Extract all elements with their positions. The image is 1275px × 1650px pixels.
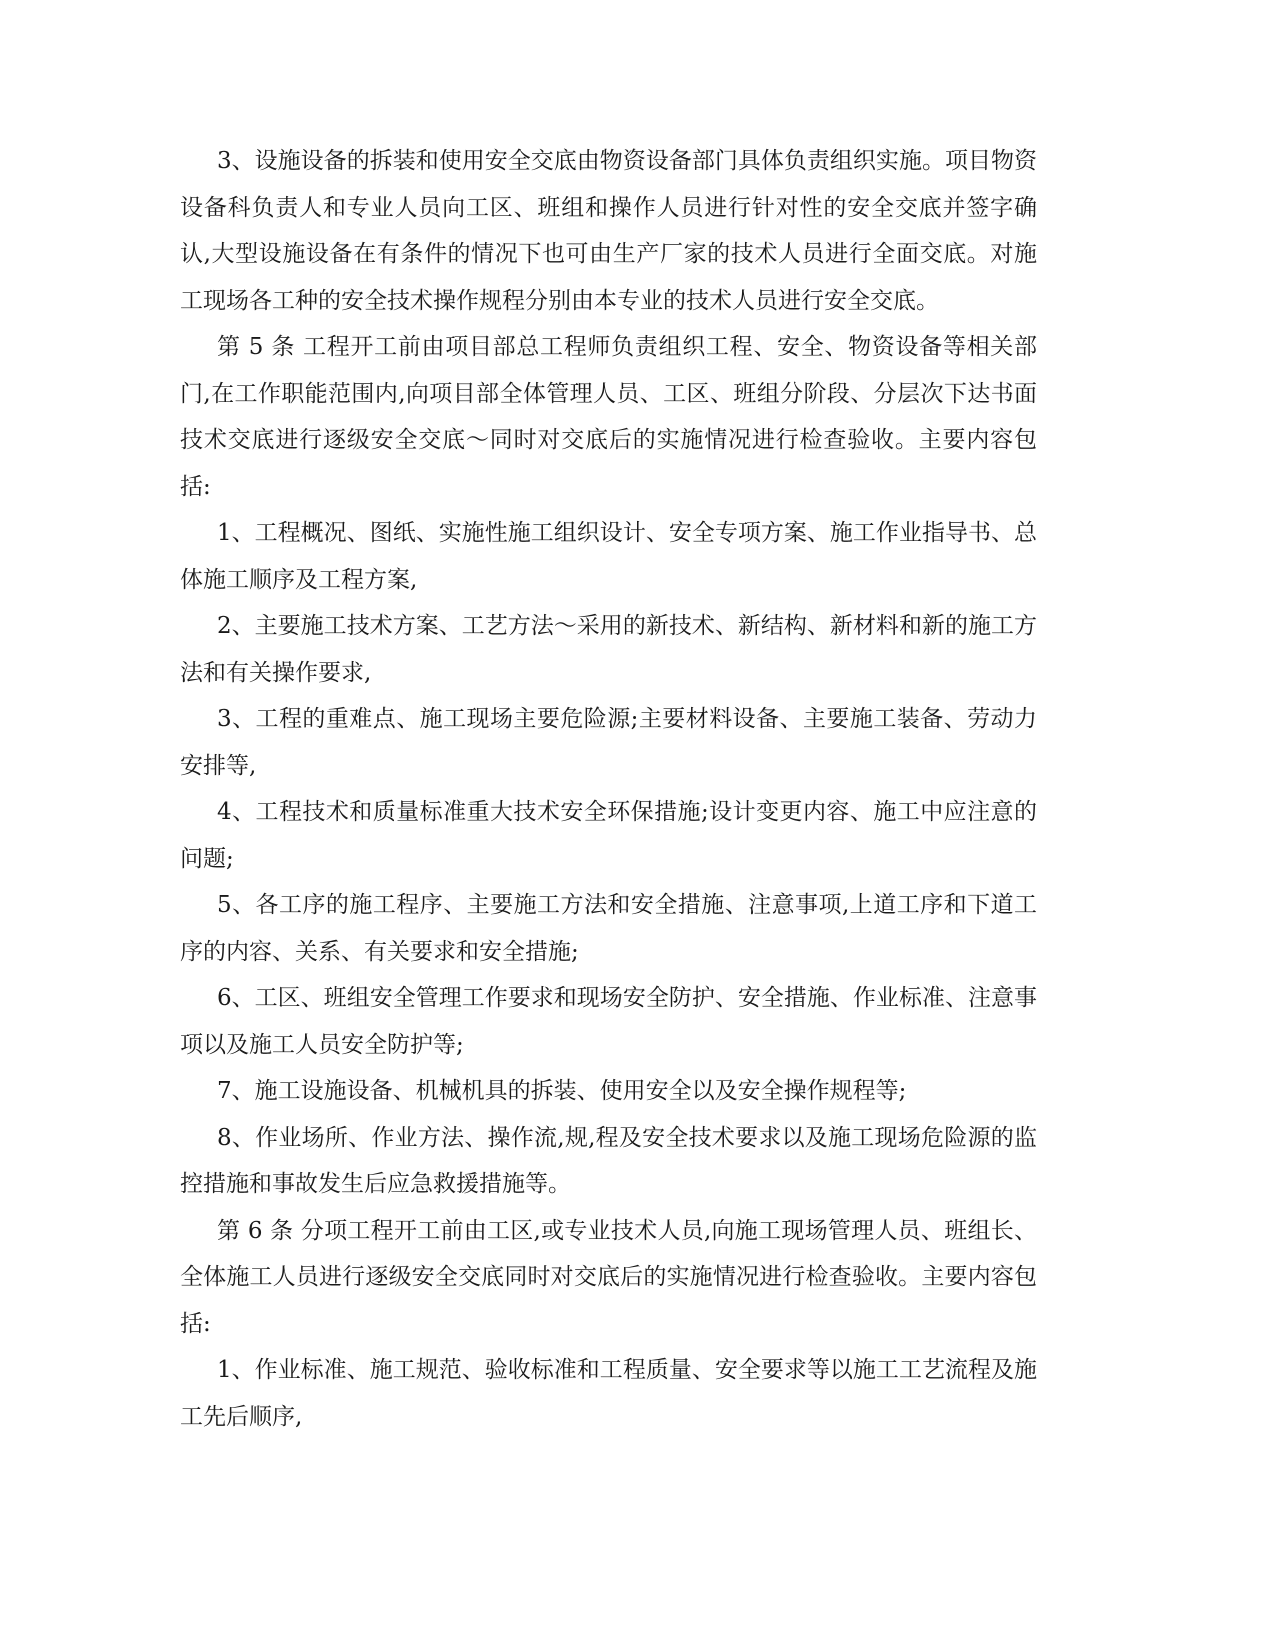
list-item-article-5-6: 6、工区、班组安全管理工作要求和现场安全防护、安全措施、作业标准、注意事项以及施工人员安全防护等; (180, 985, 1037, 1058)
paragraph-article-5: 第 5 条 工程开工前由项目部总工程师负责组织工程、安全、物资设备等相关部门,在工作职能范围内,向项目部全体管理人员、工区、班组分阶段、分层次下达书面技术交底进行逐级安全交底～同时对交底后的实施情况进行检查验收。主要内容包括: (180, 334, 1037, 500)
paragraph-article-6: 第 6 条 分项工程开工前由工区,或专业技术人员,向施工现场管理人员、班组长、全体施工人员进行逐级安全交底同时对交底后的实施情况进行检查验收。主要内容包括: (180, 1217, 1037, 1337)
paragraph-equipment-safety-briefing: 3、设施设备的拆装和使用安全交底由物资设备部门具体负责组织实施。项目物资设备科负责人和专业人员向工区、班组和操作人员进行针对性的安全交底并签字确认,大型设施设备在有条件的情况下也可由生产厂家的技术人员进行全面交底。对施工现场各工种的安全技术操作规程分别由本专业的技术人员进行安全交底。 (180, 148, 1037, 314)
list-item-article-5-4: 4、工程技术和质量标准重大技术安全环保措施;设计变更内容、施工中应注意的问题; (180, 799, 1037, 872)
list-item-article-5-1: 1、工程概况、图纸、实施性施工组织设计、安全专项方案、施工作业指导书、总体施工顺序及工程方案, (180, 520, 1037, 593)
list-item-article-5-7: 7、施工设施设备、机械机具的拆装、使用安全以及安全操作规程等; (217, 1078, 907, 1104)
list-item-article-5-5: 5、各工序的施工程序、主要施工方法和安全措施、注意事项,上道工序和下道工序的内容、关系、有关要求和安全措施; (180, 892, 1037, 965)
list-item-article-5-8: 8、作业场所、作业方法、操作流,规,程及安全技术要求以及施工现场危险源的监控措施和事故发生后应急救援措施等。 (180, 1124, 1037, 1197)
list-item-article-5-2: 2、主要施工技术方案、工艺方法～采用的新技术、新结构、新材料和新的施工方法和有关操作要求, (180, 613, 1037, 686)
list-item-article-6-1: 1、作业标准、施工规范、验收标准和工程质量、安全要求等以施工工艺流程及施工先后顺序, (180, 1357, 1037, 1430)
document-body (180, 138, 1037, 1440)
list-item-article-5-3: 3、工程的重难点、施工现场主要危险源;主要材料设备、主要施工装备、劳动力安排等, (180, 706, 1037, 779)
